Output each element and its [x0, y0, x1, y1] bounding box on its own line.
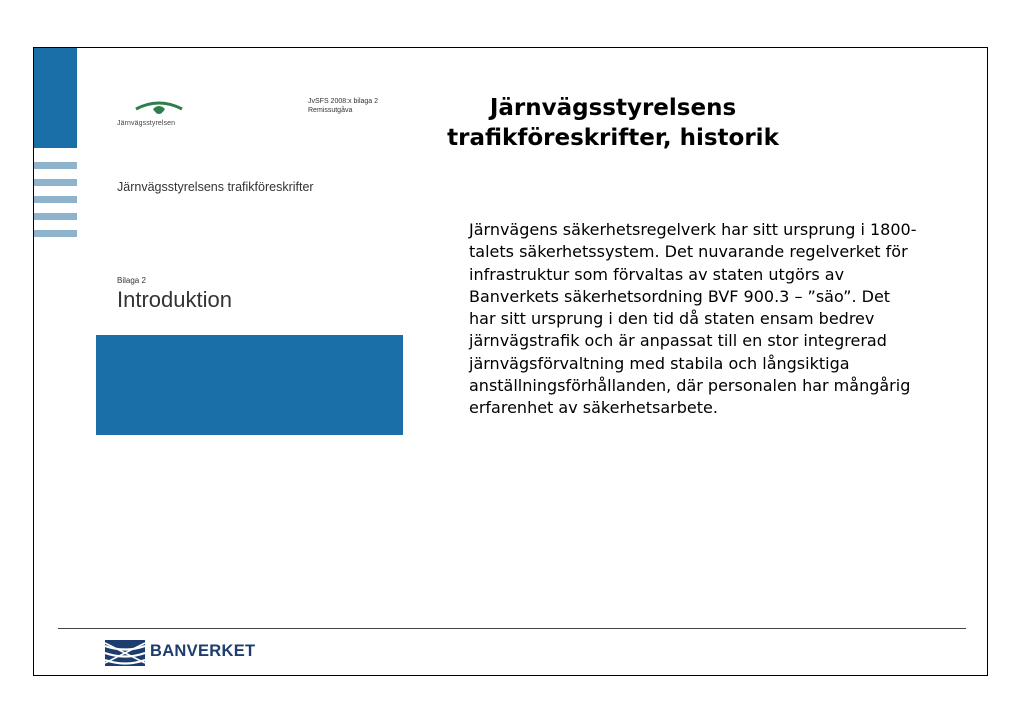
reference-line: JvSFS 2008:x bilaga 2: [308, 98, 379, 105]
side-stripe: [34, 179, 77, 186]
document-reference: [308, 97, 378, 115]
side-stripe: [34, 213, 77, 220]
slide: [33, 47, 988, 676]
banverket-logo-icon: [105, 640, 145, 666]
document-heading: Järnvägsstyrelsens trafikföreskrifter: [117, 180, 314, 194]
document-sub-label: Bilaga 2: [117, 276, 146, 285]
footer-divider: [58, 628, 966, 629]
slide-body-text: Järnvägens säkerhetsregelverk har sitt ursprung i 1800-talets säkerhetssystem. Det nuvarande regelverket för infrastruktur som förvaltas av staten utgörs av Banverkets säkerhetsordning BVF 900.3 – ”säo”. Det har sitt ursprung i den tid då staten ensam bedrev järnvägstrafik och är anpassat till en stor integrerad järnvägsförvaltning med stabila och långsiktiga anställningsförhållanden, där personalen har mångårig erfarenhet av säkerhetsarbete.: [469, 220, 917, 418]
slide-title: Järnvägsstyrelsens trafikföreskrifter, historik: [447, 95, 779, 151]
reference-line: Remissutgåva: [308, 107, 353, 114]
side-accent-bar: [34, 48, 77, 148]
side-stripe: [34, 196, 77, 203]
banverket-brand: BANVERKET: [150, 642, 256, 660]
side-stripe: [34, 230, 77, 237]
document-cover-image: [96, 73, 404, 435]
document-title: Introduktion: [117, 287, 232, 312]
document-color-block: [96, 335, 403, 435]
jarnvagsstyrelsen-logo-icon: [134, 95, 184, 119]
side-stripe: [34, 162, 77, 169]
logo-text: Järnvägsstyrelsen: [117, 120, 176, 127]
